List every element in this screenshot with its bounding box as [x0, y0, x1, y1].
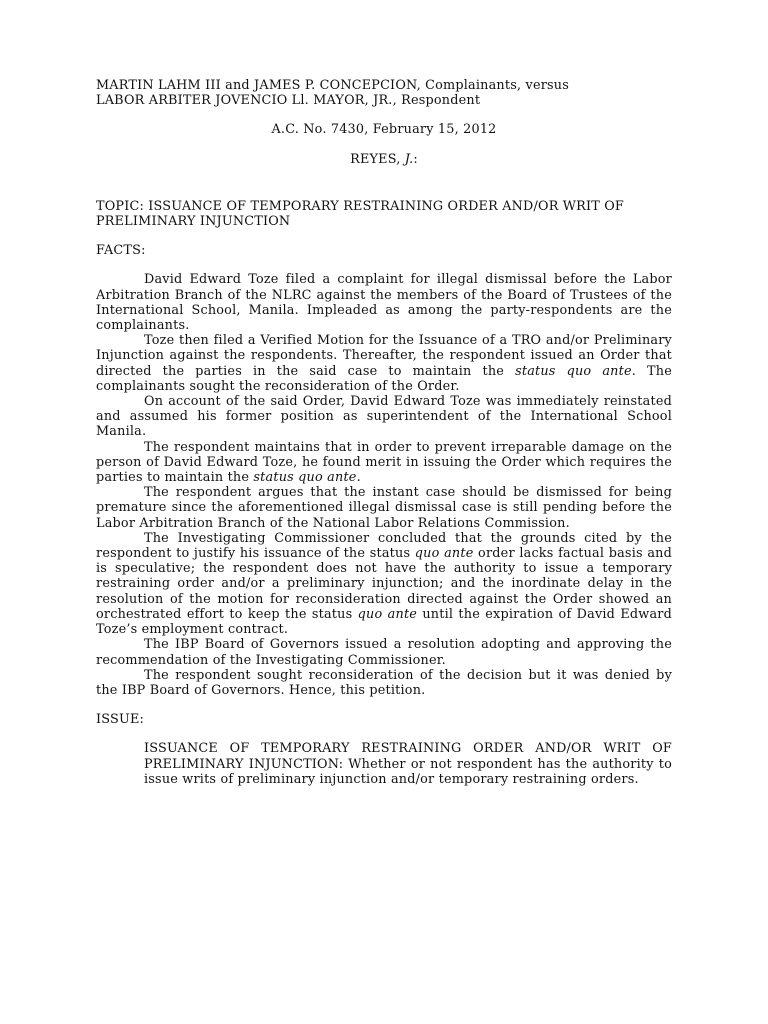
topic-heading: TOPIC: ISSUANCE OF TEMPORARY RESTRAINING ORDER AND/OR WRIT OF PRELIMINARY INJUNCTION — [96, 198, 625, 230]
document-page — [96, 78, 672, 787]
facts-paragraph-6-italic-2: quo ante — [357, 606, 418, 622]
facts-paragraph-4 — [96, 440, 672, 486]
facts-paragraph-4-italic: status quo ante — [253, 470, 357, 486]
facts-paragraph-8: The respondent sought reconsideration of the decision but it was denied by the IBP Board of Governors. Hence, this petition. — [96, 667, 672, 698]
case-parties-line-1: MARTIN LAHM III and JAMES P. CONCEPCION, Complainants, versus — [96, 78, 570, 93]
facts-paragraph-4-text-b: . — [356, 470, 361, 486]
ponente-colon: : — [413, 151, 418, 167]
facts-paragraph-2-text-b: . The complainants sought the reconsideration of the Order. — [96, 363, 672, 394]
facts-paragraph-4-text-a: The respondent maintains that in order to prevent irreparable damage on the person of David Edward Toze, he found merit in issuing the Order which requires the parties to maintain the — [96, 439, 672, 486]
facts-paragraph-2-text-a: Toze then filed a Verified Motion for the Issuance of a TRO and/or Preliminary Injunction against the respondents. Thereafter, the respondent issued an Order that directed the parties in the said case to maintain the — [96, 333, 672, 379]
facts-paragraph-6 — [96, 531, 672, 637]
issue-heading: ISSUE: — [96, 712, 145, 728]
facts-paragraph-6-text-a: The Investigating Commissioner concluded that the grounds cited by the respondent to justify his issuance of the status — [96, 530, 672, 562]
facts-paragraph-2-italic: status quo ante — [515, 363, 632, 379]
ponente-name: REYES, — [350, 151, 405, 167]
facts-paragraph-6-text-c: until the expiration of David Edward Toze’s employment contract. — [96, 606, 672, 638]
case-parties-line-2: LABOR ARBITER JOVENCIO Ll. MAYOR, JR., Respondent — [96, 93, 481, 109]
ponente — [96, 152, 672, 167]
facts-paragraph-1: David Edward Toze filed a complaint for illegal dismissal before the Labor Arbitration Branch of the NLRC against the members of the Board of Trustees of the International School, Manila. Impleaded as among the party-respondents are the complainants. — [96, 272, 672, 334]
facts-paragraph-5: The respondent argues that the instant case should be dismissed for being premature since the aforementioned illegal dismissal case is still pending before the Labor Arbitration Branch of the National Labor Relations Commission. — [96, 485, 672, 531]
facts-paragraph-6-text-b: order lacks factual basis and is speculative; the respondent does not have the authority to issue a temporary restraining order and/or a preliminary injunction; and the inordinate delay in the resolution of the motion for reconsideration directed against the Order showed an orchestrated effort to keep the status — [96, 546, 672, 622]
case-citation: A.C. No. 7430, February 15, 2012 — [271, 122, 497, 138]
facts-paragraph-7: The IBP Board of Governors issued a resolution adopting and approving the recommendation of the Investigating Commissioner. — [96, 637, 672, 668]
facts-paragraph-3: On account of the said Order, David Edward Toze was immediately reinstated and assumed his former position as superintendent of the International School Manila. — [96, 394, 672, 440]
facts-paragraph-6-italic-1: quo ante — [414, 546, 474, 562]
issue-statement: ISSUANCE OF TEMPORARY RESTRAINING ORDER AND/OR WRIT OF PRELIMINARY INJUNCTION: Whether or not respondent has the authority to issue writs of preliminary injunction and/or temporary restraining orders. — [144, 741, 672, 787]
facts-paragraph-2 — [96, 333, 672, 394]
ponente-suffix: J. — [404, 151, 414, 167]
facts-heading: FACTS: — [96, 243, 146, 259]
